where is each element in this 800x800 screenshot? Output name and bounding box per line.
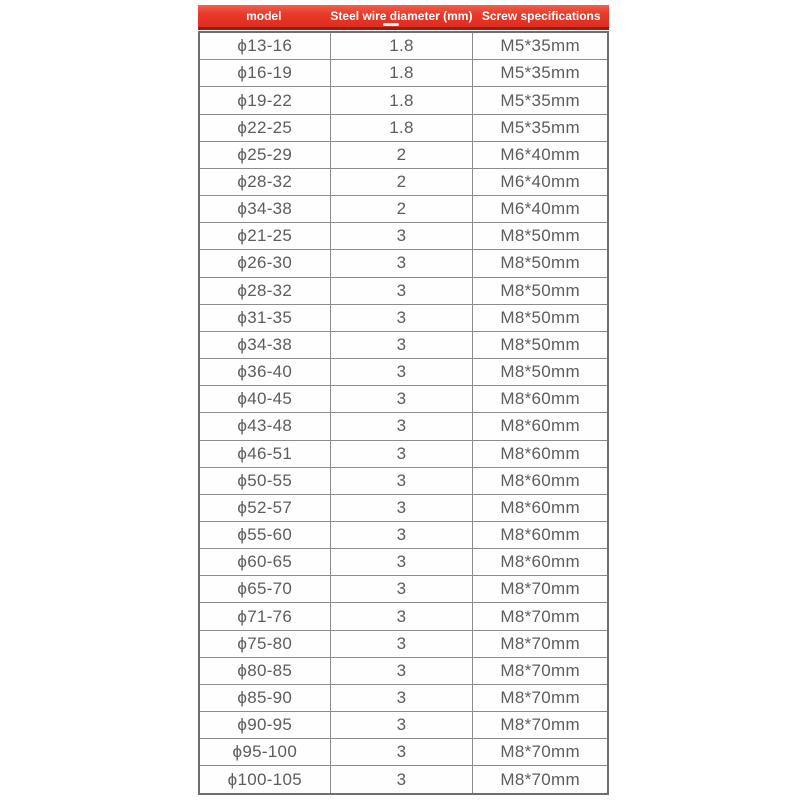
cell-diameter: 3 <box>330 223 473 250</box>
table-row <box>199 168 608 195</box>
cell-diameter: 3 <box>330 576 473 603</box>
cell-model: ϕ26-30 <box>199 250 330 277</box>
header-underline-mark <box>383 23 399 26</box>
spec-table <box>198 5 609 795</box>
table-header-row <box>198 5 609 30</box>
cell-screw: M8*50mm <box>473 250 608 277</box>
table-row <box>199 331 608 358</box>
cell-screw: M8*50mm <box>473 331 608 358</box>
cell-diameter: 3 <box>330 304 473 331</box>
cell-model: ϕ52-57 <box>199 494 330 521</box>
cell-diameter: 3 <box>330 413 473 440</box>
cell-screw: M8*70mm <box>473 684 608 711</box>
cell-diameter: 2 <box>330 168 473 195</box>
table-row <box>199 223 608 250</box>
column-header-screw-specifications: Screw specifications <box>481 9 601 23</box>
cell-screw: M8*60mm <box>473 549 608 576</box>
cell-diameter: 3 <box>330 467 473 494</box>
cell-screw: M6*40mm <box>473 196 608 223</box>
table-row <box>199 630 608 657</box>
cell-screw: M8*60mm <box>473 467 608 494</box>
cell-diameter: 2 <box>330 196 473 223</box>
table-row <box>199 712 608 739</box>
table-row <box>199 684 608 711</box>
cell-screw: M8*50mm <box>473 359 608 386</box>
cell-model: ϕ40-45 <box>199 386 330 413</box>
cell-screw: M8*70mm <box>473 712 608 739</box>
table-row <box>199 413 608 440</box>
table-row <box>199 766 608 794</box>
cell-model: ϕ19-22 <box>199 87 330 114</box>
cell-screw: M6*40mm <box>473 141 608 168</box>
cell-diameter: 3 <box>330 657 473 684</box>
table-row <box>199 87 608 114</box>
spec-table-body <box>198 31 609 795</box>
cell-screw: M8*60mm <box>473 521 608 548</box>
cell-diameter: 3 <box>330 549 473 576</box>
cell-diameter: 3 <box>330 521 473 548</box>
table-row <box>199 196 608 223</box>
cell-diameter: 3 <box>330 386 473 413</box>
cell-screw: M5*35mm <box>473 32 608 60</box>
cell-model: ϕ28-32 <box>199 277 330 304</box>
cell-model: ϕ65-70 <box>199 576 330 603</box>
cell-screw: M5*35mm <box>473 87 608 114</box>
table-row <box>199 467 608 494</box>
cell-screw: M8*70mm <box>473 739 608 766</box>
cell-model: ϕ13-16 <box>199 32 330 60</box>
cell-model: ϕ21-25 <box>199 223 330 250</box>
table-row <box>199 739 608 766</box>
cell-diameter: 3 <box>330 440 473 467</box>
cell-screw: M8*70mm <box>473 630 608 657</box>
cell-diameter: 2 <box>330 141 473 168</box>
table-row <box>199 60 608 87</box>
table-row <box>199 304 608 331</box>
cell-screw: M8*60mm <box>473 440 608 467</box>
cell-model: ϕ25-29 <box>199 141 330 168</box>
cell-diameter: 1.8 <box>330 114 473 141</box>
cell-model: ϕ28-32 <box>199 168 330 195</box>
column-header-wire-diameter: Steel wire diameter (mm) <box>330 9 473 23</box>
table-row <box>199 576 608 603</box>
table-row <box>199 141 608 168</box>
table-row <box>199 277 608 304</box>
cell-model: ϕ60-65 <box>199 549 330 576</box>
cell-diameter: 3 <box>330 250 473 277</box>
cell-diameter: 3 <box>330 739 473 766</box>
cell-model: ϕ55-60 <box>199 521 330 548</box>
cell-screw: M8*50mm <box>473 277 608 304</box>
cell-diameter: 3 <box>330 712 473 739</box>
cell-model: ϕ36-40 <box>199 359 330 386</box>
cell-diameter: 3 <box>330 277 473 304</box>
cell-screw: M5*35mm <box>473 60 608 87</box>
table-row <box>199 250 608 277</box>
cell-screw: M8*70mm <box>473 603 608 630</box>
cell-screw: M8*50mm <box>473 223 608 250</box>
cell-diameter: 3 <box>330 331 473 358</box>
cell-model: ϕ95-100 <box>199 739 330 766</box>
cell-screw: M6*40mm <box>473 168 608 195</box>
cell-diameter: 3 <box>330 494 473 521</box>
table-row <box>199 494 608 521</box>
cell-diameter: 3 <box>330 359 473 386</box>
cell-model: ϕ34-38 <box>199 196 330 223</box>
cell-screw: M8*50mm <box>473 304 608 331</box>
table-row <box>199 32 608 60</box>
cell-diameter: 1.8 <box>330 32 473 60</box>
cell-model: ϕ46-51 <box>199 440 330 467</box>
cell-diameter: 3 <box>330 684 473 711</box>
table-row <box>199 657 608 684</box>
cell-diameter: 3 <box>330 603 473 630</box>
cell-model: ϕ31-35 <box>199 304 330 331</box>
cell-screw: M8*60mm <box>473 413 608 440</box>
cell-model: ϕ22-25 <box>199 114 330 141</box>
cell-screw: M8*60mm <box>473 386 608 413</box>
table-row <box>199 549 608 576</box>
cell-model: ϕ50-55 <box>199 467 330 494</box>
cell-screw: M8*70mm <box>473 766 608 794</box>
column-header-model: model <box>246 9 282 23</box>
table-row <box>199 440 608 467</box>
cell-model: ϕ34-38 <box>199 331 330 358</box>
cell-model: ϕ90-95 <box>199 712 330 739</box>
table-row <box>199 603 608 630</box>
cell-model: ϕ16-19 <box>199 60 330 87</box>
cell-screw: M8*70mm <box>473 576 608 603</box>
cell-model: ϕ71-76 <box>199 603 330 630</box>
cell-diameter: 1.8 <box>330 87 473 114</box>
cell-diameter: 3 <box>330 766 473 794</box>
cell-diameter: 1.8 <box>330 60 473 87</box>
cell-model: ϕ80-85 <box>199 657 330 684</box>
cell-screw: M5*35mm <box>473 114 608 141</box>
cell-screw: M8*60mm <box>473 494 608 521</box>
table-row <box>199 521 608 548</box>
cell-screw: M8*70mm <box>473 657 608 684</box>
cell-model: ϕ85-90 <box>199 684 330 711</box>
table-row <box>199 359 608 386</box>
cell-model: ϕ100-105 <box>199 766 330 794</box>
table-row <box>199 386 608 413</box>
table-row <box>199 114 608 141</box>
cell-diameter: 3 <box>330 630 473 657</box>
cell-model: ϕ43-48 <box>199 413 330 440</box>
cell-model: ϕ75-80 <box>199 630 330 657</box>
